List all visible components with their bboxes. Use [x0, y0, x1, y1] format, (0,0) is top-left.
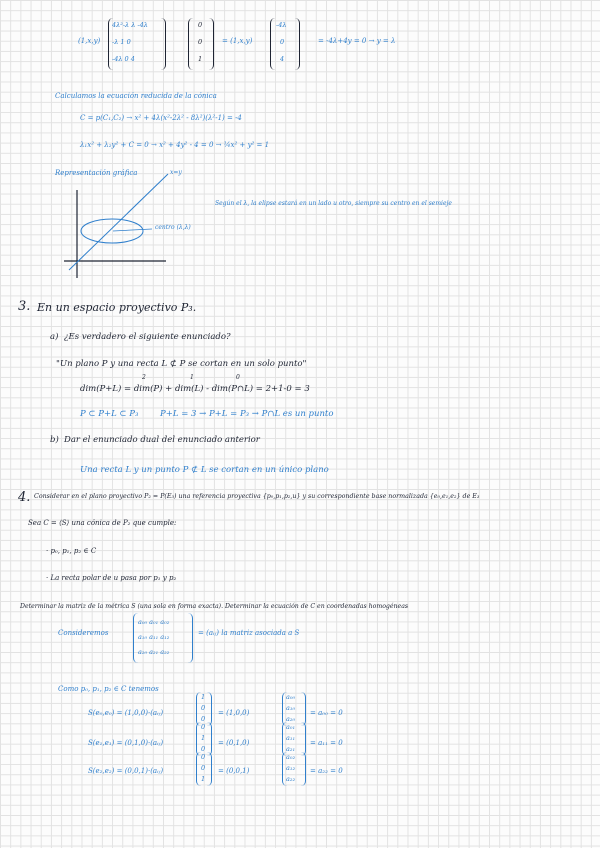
top-result: = -4λ+4y = 0 → y = λ [318, 37, 396, 45]
q4-number: 4. [18, 490, 31, 505]
matrix-a-row2: a₁₀ a₁₁ a₁₂ [138, 633, 170, 641]
q4-determine: Determinar la matriz de la métrica S (una sola en forma exacta). Determinar la ecuación de C en coordenadas homogéneas [20, 603, 409, 610]
s-row-2-col [282, 752, 306, 786]
s-row-2-vec [196, 752, 212, 786]
matrix-a-row3: a₂₀ a₂₁ a₂₂ [138, 648, 170, 656]
q3-dual: Una recta L y un punto P ⊄ L se cortan en un único plano [80, 465, 329, 475]
s-row-2-vec-c: 1 [201, 775, 206, 783]
vector-top-2-c: 4 [280, 55, 285, 63]
matrix-top-row3: -4λ 0 4 [112, 55, 135, 63]
s-row-0-col-b: a₁₀ [286, 704, 296, 712]
q3-line-p2: P+L = 3 → P+L = P₃ → P∩L es un punto [160, 409, 334, 419]
vector-top-2-a: -4λ [276, 21, 287, 29]
s-row-2-lhs: S(e₂,e₂) = (0,0,1)·(aᵢⱼ) [88, 767, 164, 775]
s-row-0-vec-b: 0 [201, 704, 206, 712]
s-row-0-vec-c: 0 [201, 715, 206, 723]
q3-a-text: ¿Es verdadero el siguiente enunciado? [64, 332, 231, 342]
s-row-2-col-a: a₀₂ [286, 753, 296, 761]
graph-center-label: centro (λ,λ) [155, 224, 191, 231]
matrix-a-row1: a₀₀ a₀₁ a₀₂ [138, 618, 170, 626]
top-eq-mid: = (1,x,y) [222, 37, 253, 45]
matrix-a [133, 613, 193, 663]
vector-top-1-a: 0 [198, 21, 203, 29]
s-row-1-lhs: S(e₁,e₁) = (0,1,0)·(aᵢⱼ) [88, 739, 164, 747]
q3-b-text: Dar el enunciado dual del enunciado anterior [64, 435, 260, 445]
vector-top-2-b: 0 [280, 38, 285, 46]
q4-sea: Sea C = ⟨S⟩ una cónica de P₂ que cumple: [28, 519, 177, 527]
s-row-1-col-b: a₁₁ [286, 734, 296, 742]
q3-dim-sup-p: 2 [142, 374, 146, 381]
q3-b-label: b) [50, 435, 59, 445]
s-row-0-res: = a₀₀ = 0 [310, 709, 343, 717]
s-row-0-lhs: S(e₀,e₀) = (1,0,0)·(aᵢⱼ) [88, 709, 164, 717]
top-lhs: (1,x,y) [78, 37, 101, 45]
s-row-2-res: = a₂₂ = 0 [310, 767, 343, 775]
s-row-1-mid: = (0,1,0) [218, 739, 250, 747]
vector-top-1-b: 0 [198, 38, 203, 46]
q3-a-label: a) [50, 332, 59, 342]
s-row-1-col-c: a₂₁ [286, 745, 296, 753]
vector-top-1-c: 1 [198, 55, 203, 63]
s-row-2-col-c: a₂₂ [286, 775, 296, 783]
q4-cond2: · La recta polar de u pasa por p₁ y p₂ [46, 574, 177, 582]
q3-line-p: P ⊂ P+L ⊂ P₃ [80, 409, 139, 419]
graph-ellipse [81, 219, 143, 243]
s-row-2-vec-a: 0 [201, 753, 206, 761]
graph-label: Representación gráfica [55, 169, 138, 177]
q3-title: En un espacio proyectivo P₃. [37, 301, 197, 314]
q4-como: Como p₀, p₁, p₂ ∈ C tenemos [58, 685, 159, 693]
s-row-1-vec-b: 1 [201, 734, 206, 742]
s-row-2-vec-b: 0 [201, 764, 206, 772]
s-row-1-vec-c: 0 [201, 745, 206, 753]
s-row-1-vec-a: 0 [201, 723, 206, 731]
s-row-2-mid: = (0,0,1) [218, 767, 250, 775]
s-row-0-vec [196, 692, 212, 726]
q3-dim-eq: dim(P+L) = dim(P) + dim(L) - dim(P∩L) = 2+1-0 = 3 [80, 384, 310, 394]
q4-consider-tail: = (aᵢⱼ) la matriz asociada a S [198, 629, 300, 637]
matrix-top-row2: -λ 1 0 [112, 38, 131, 46]
graph-note: Según el λ, la elipse estará en un lado u otro, siempre su centro en el semieje [215, 200, 452, 207]
s-row-0-col [282, 692, 306, 726]
matrix-top-row1: 4λ²-λ λ -4λ [112, 21, 148, 29]
s-row-1-col [282, 722, 306, 756]
graph-diagonal [69, 174, 168, 270]
reduced-header: Calculamos la ecuación reducida de la cónica [55, 92, 217, 100]
q3-dim-sup-l: 1 [190, 374, 194, 381]
q4-consider: Consideremos [58, 629, 109, 637]
reduced-eq2: λ₁x² + λ₂y² + C = 0 → x² + 4y² - 4 = 0 → ¼x² + y² = 1 [80, 141, 270, 149]
q4-title: Considerar en el plano proyectivo P₂ = P(E₃) una referencia proyectiva {p₀,p₁,p₂,u} y su correspondiente base normalizada {e₀,e₁,e₂} de E₃ [34, 493, 480, 500]
q4-cond1: · p₀, p₁, p₂ ∈ C [46, 547, 97, 555]
s-row-0-col-a: a₀₀ [286, 693, 296, 701]
s-row-1-vec [196, 722, 212, 756]
s-row-2-col-b: a₁₂ [286, 764, 296, 772]
s-row-0-vec-a: 1 [201, 693, 206, 701]
graph-axis-label: x=y [170, 169, 182, 176]
q3-number: 3. [18, 299, 31, 314]
s-row-0-col-c: a₂₀ [286, 715, 296, 723]
reduced-eq1: C = p(C₁,C₂) → x² + 4λ(x²-2λ² - 8λ²)(λ²-1) = -4 [80, 114, 242, 122]
q3-quote: "Un plano P y una recta L ⊄ P se cortan en un solo punto" [56, 359, 307, 369]
q3-dim-sup-pl: 0 [236, 374, 240, 381]
s-row-1-res: = a₁₁ = 0 [310, 739, 343, 747]
graph-center-pointer [113, 229, 152, 231]
s-row-1-col-a: a₀₁ [286, 723, 296, 731]
s-row-0-mid: = (1,0,0) [218, 709, 250, 717]
